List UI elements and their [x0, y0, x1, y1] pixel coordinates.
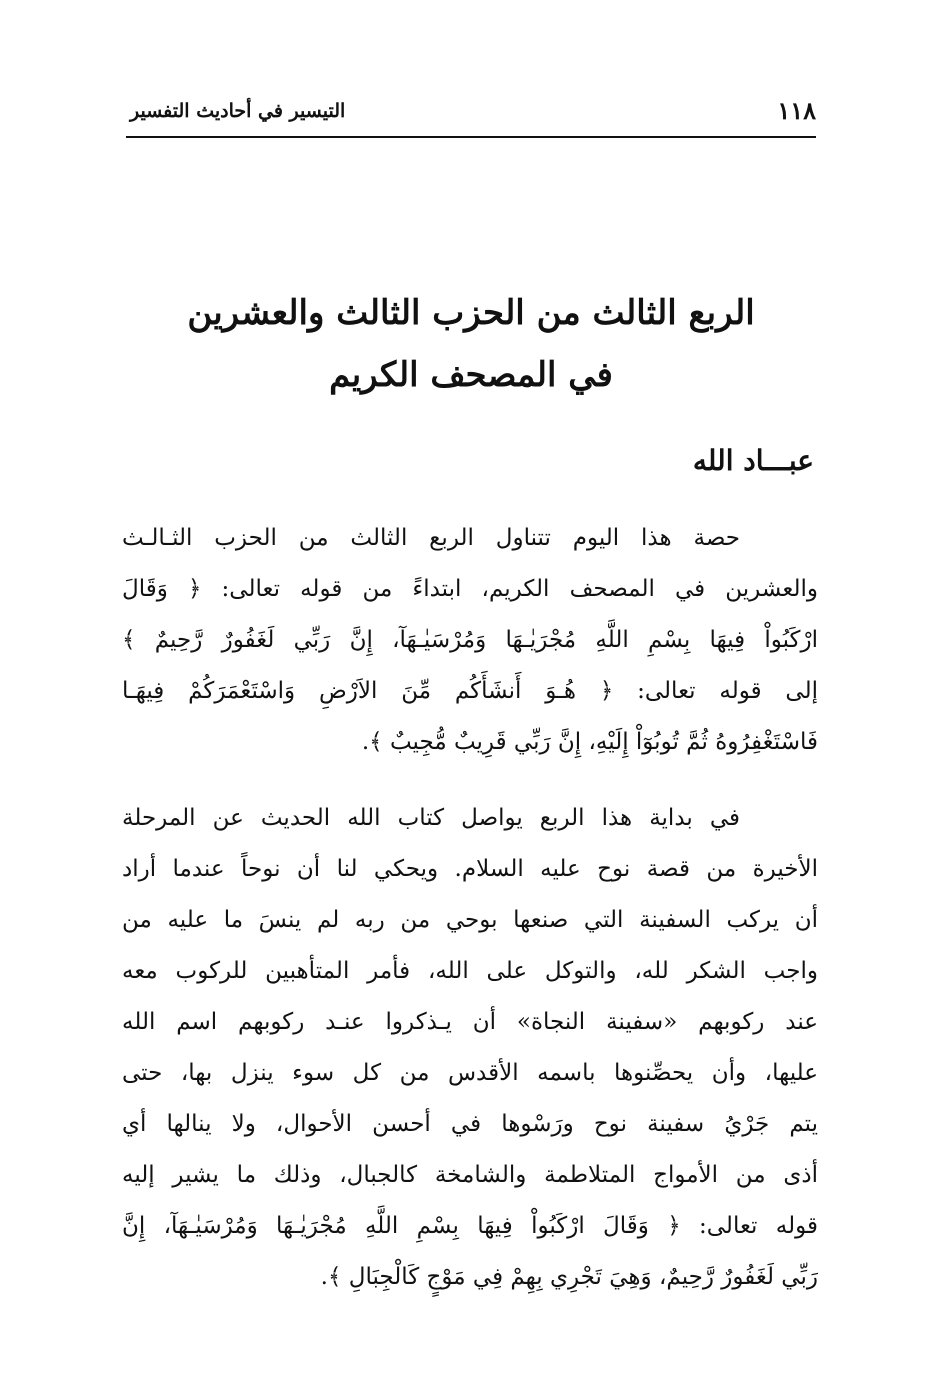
book-title: التيسير في أحاديث التفسير [130, 100, 346, 122]
paragraph-line: أن يركب السفينة التي صنعها بوحي من ربه لم ينسَ ما عليه من [122, 907, 818, 933]
paragraph-line: قوله تعالى: ﴿ وَقَالَ ارْكَبُواْ فِيهَا بِسْمِ اللَّهِ مُجْرَيٰـهَا وَمُرْسَيٰـهَآ، إِنَّ [122, 1213, 818, 1239]
paragraph-line: عند ركوبهم «سفينة النجاة» أن يـذكروا عنـد ركوبهم اسم الله [122, 1009, 818, 1035]
chapter-title-line-2: في المصحف الكريم [329, 355, 613, 395]
paragraph-line: حصة هذا اليوم تتناول الربع الثالث من الحزب الثـالـث [122, 525, 740, 551]
chapter-title [126, 282, 816, 406]
page-number: ١١٨ [777, 96, 816, 125]
paragraph-line: والعشرين في المصحف الكريم، ابتداءً من قوله تعالى: ﴿ وَقَالَ [122, 576, 818, 602]
paragraph-line: رَبِّي لَغَفُورٌ رَّحِيمٌ، وَهِيَ تَجْرِي بِهِمْ فِي مَوْجٍ كَالْجِبَالِ ﴾. [320, 1264, 818, 1290]
paragraph-1 [122, 513, 818, 768]
chapter-title-line-1: الربع الثالث من الحزب الثالث والعشرين [187, 293, 755, 333]
paragraph-2 [122, 793, 818, 1303]
paragraph-line: أذى من الأمواج المتلاطمة والشامخة كالجبال، وذلك ما يشير إليه [122, 1162, 818, 1188]
paragraph-line: الأخيرة من قصة نوح عليه السلام. ويحكي لنا أن نوحاً عندما أراد [122, 856, 818, 882]
paragraph-line: عليها، وأن يحصِّنوها باسمه الأقدس من كل سوء ينزل بها، حتى [122, 1060, 818, 1086]
paragraph-line: يتم جَرْيُ سفينة نوح ورَسْوها في أحسن الأحوال، ولا ينالها أي [122, 1111, 818, 1137]
paragraph-line: إلى قوله تعالى: ﴿ هُـوَ أَنشَأَكُم مِّنَ الاَرْضِ وَاسْتَعْمَرَكُمْ فِيهَـا [122, 678, 818, 704]
paragraph-line: ارْكَبُواْ فِيهَا بِسْمِ اللَّهِ مُجْرَيٰـهَا وَمُرْسَيٰـهَآ، إِنَّ رَبِّي لَغَفُورٌ رَّحِيمٌ ﴾ [122, 627, 818, 653]
running-header [126, 92, 816, 136]
header-divider [126, 136, 816, 138]
paragraph-line: في بداية هذا الربع يواصل كتاب الله الحديث عن المرحلة [122, 805, 740, 831]
paragraph-line: فَاسْتَغْفِرُوهُ ثُمَّ تُوبُوٓاْ إِلَيْهِ، إِنَّ رَبِّي قَرِيبٌ مُّجِيبٌ ﴾. [361, 729, 818, 755]
section-heading: عبـــاد الله [692, 444, 814, 477]
paragraph-line: واجب الشكر لله، والتوكل على الله، فأمر المتأهبين للركوب معه [122, 958, 818, 984]
